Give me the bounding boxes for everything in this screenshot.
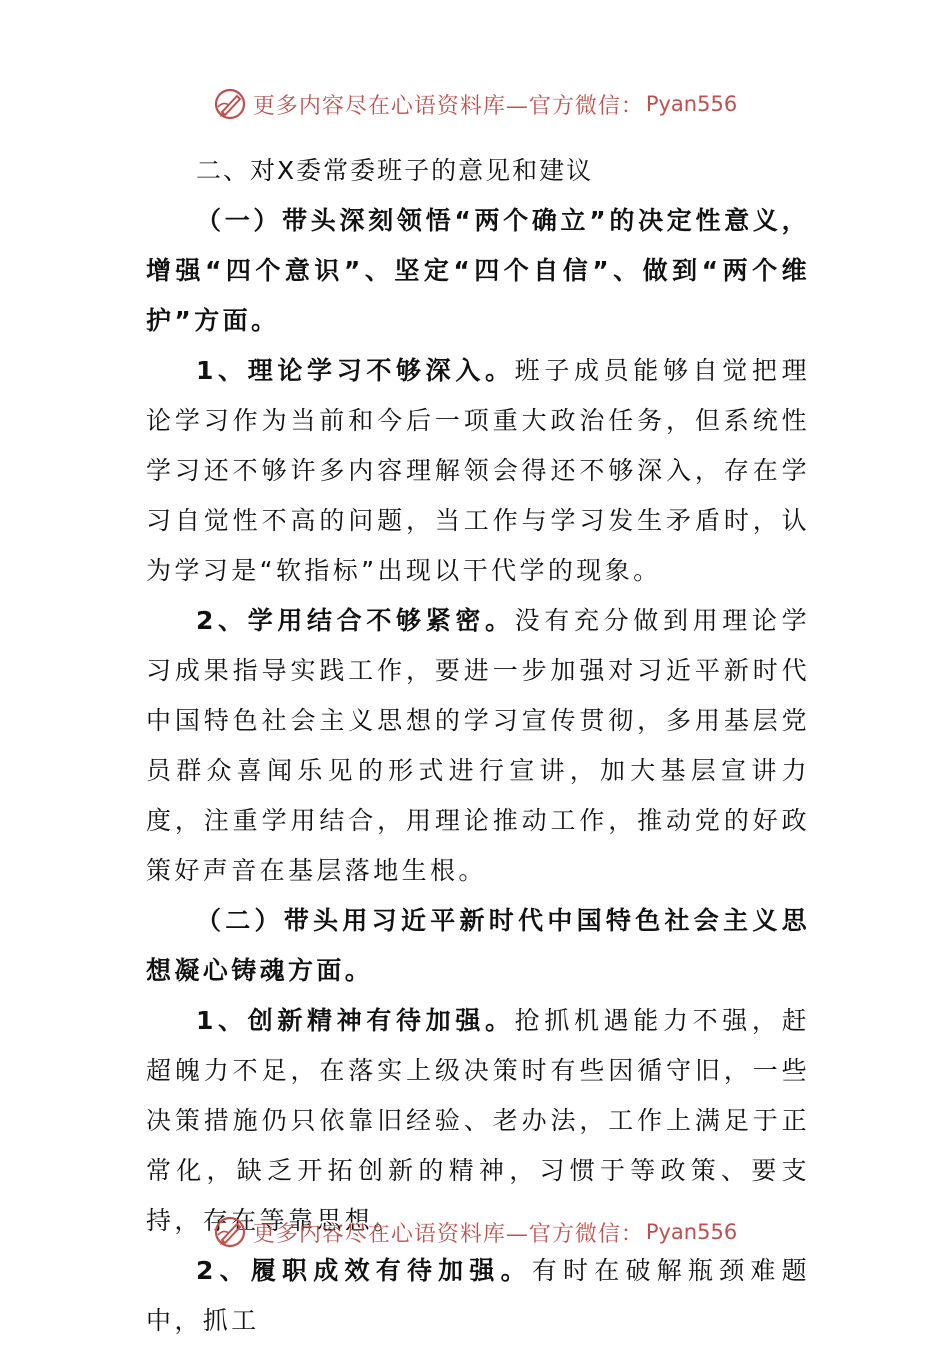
pen-logo-icon [213,1215,247,1249]
document-body [146,146,810,1346]
section-heading: 二、对X委常委班子的意见和建议 [196,156,594,185]
watermark-header [0,84,950,124]
watermark-text: 更多内容尽在心语资料库—官方微信： [252,1221,644,1247]
paragraph-lead: 2、学用结合不够紧密。 [196,606,515,635]
paragraph-study-application [146,596,810,896]
watermark-id: Pyan556 [645,92,738,116]
watermark-footer [0,1212,950,1252]
paragraph-body: 班子成员能够自觉把理论学习作为当前和今后一项重大政治任务，但系统性学习还不够许多内容理解领会得还不够深入，存在学习自觉性不高的问题，当工作与学习发生矛盾时，认为学习是“软指标”出现以干代学的现象。 [146,356,810,585]
paragraph-body: 抢抓机遇能力不强，赶超魄力不足，在落实上级决策时有些因循守旧，一些决策措施仍只依靠旧经验、老办法，工作上满足于正常化，缺乏开拓创新的精神，习惯于等政策、要支持，存在等靠思想。 [146,1006,810,1235]
paragraph-lead: 1、理论学习不够深入。 [196,356,515,385]
paragraph-performance [146,1246,810,1346]
watermark-text: 更多内容尽在心语资料库—官方微信： [252,93,644,119]
paragraph-lead: 2、履职成效有待加强。 [196,1256,532,1285]
watermark-id: Pyan556 [645,1220,738,1244]
paragraph-lead: 1、创新精神有待加强。 [196,1006,515,1035]
paragraph-innovation [146,996,810,1246]
pen-logo-icon [213,87,247,121]
paragraph-body: 没有充分做到用理论学习成果指导实践工作，要进一步加强对习近平新时代中国特色社会主义思想的学习宣传贯彻，多用基层党员群众喜闻乐见的形式进行宣讲，加大基层宣讲力度，注重学用结合，用理论推动工作，推动党的好政策好声音在基层落地生根。 [146,606,810,885]
section1-title: （一）带头深刻领悟“两个确立”的决定性意义，增强“四个意识”、坚定“四个自信”、做到“两个维护”方面。 [146,206,810,335]
paragraph-theory-study [146,346,810,596]
paragraph-body: 有时在破解瓶颈难题中，抓工 [146,1256,810,1335]
section2-title: （二）带头用习近平新时代中国特色社会主义思想凝心铸魂方面。 [146,906,810,985]
